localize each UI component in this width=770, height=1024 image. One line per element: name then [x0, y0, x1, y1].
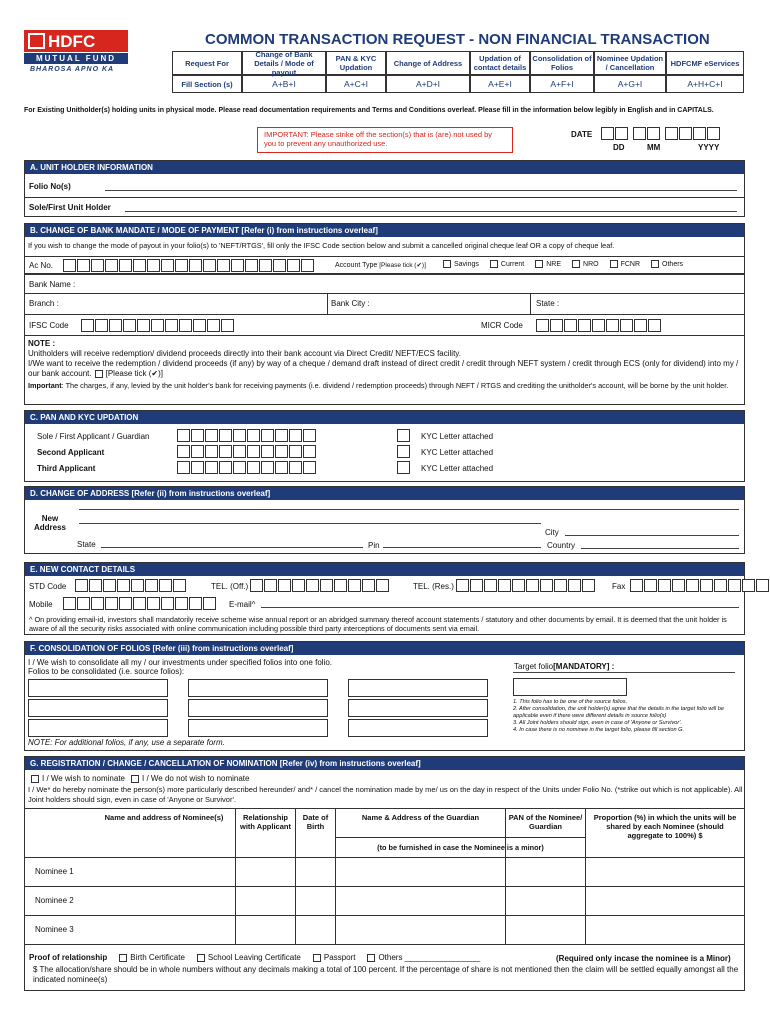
- pin-input[interactable]: [383, 547, 541, 548]
- proof-option: School Leaving Certificate: [207, 953, 301, 962]
- proof-checkbox[interactable]: [367, 954, 375, 962]
- logo-tagline: BHAROSA APNO KA: [30, 66, 115, 73]
- nominee-cell[interactable]: [505, 915, 585, 944]
- request-table: [172, 51, 746, 93]
- bank-name-label: Bank Name :: [29, 280, 76, 289]
- nominee-col-head: Name and address of Nominee(s): [104, 813, 224, 822]
- email-note: ^ On providing email-id, investors shall mandatorily receive scheme wise annual report or an abridged summary thereof account statements / statutory and other documents by email. It is deemed that the unit holder is aware of all the security risks associated with online communication including possible third party interceptions of documents sent via email.: [29, 615, 727, 633]
- wish-nominate-checkbox[interactable]: [31, 775, 39, 783]
- nominee-label: Nominee 1: [35, 867, 74, 876]
- hdfc-logo: [24, 30, 134, 80]
- target-note: 2. After consolidation, the unit holder(s) agree that the details in the target folio will be applicable even if there were different details in source folio(s): [513, 706, 724, 719]
- nominee-col-head: Date of Birth: [295, 809, 335, 857]
- kyc-checkbox[interactable]: [397, 461, 410, 474]
- request-col-head: Nominee Updation / Cancellation: [594, 51, 666, 75]
- city-input[interactable]: [565, 535, 739, 536]
- note-head: NOTE :: [28, 339, 56, 348]
- account-type-checkbox[interactable]: [651, 260, 659, 268]
- section-g-head: G. REGISTRATION / CHANGE / CANCELLATION OF NOMINATION [Refer (iv) from instructions overleaf]: [25, 757, 744, 770]
- tel-res-label: TEL. (Res.): [413, 582, 454, 591]
- pin-label: Pin: [368, 541, 380, 550]
- sole-holder-input[interactable]: [125, 211, 737, 212]
- source-folio-input[interactable]: [348, 679, 488, 697]
- state-label: State :: [536, 299, 560, 308]
- section-b-intro: If you wish to change the mode of payout in your folio(s) to 'NEFT/RTGS', fill only the IFSC Code section below and submit a cancelled original cheque leaf OR a copy of cheque leaf.: [28, 241, 615, 250]
- nominee-col-head: Name & Address of the Guardian: [335, 809, 505, 837]
- nomination-declaration: I / We* do hereby nominate the person(s) more particularly described hereunder/ and* / cancel the nomination made by me/ us on the day in respect of the Units under Folio No. (*strike out which is not applicable). All Joint holders should sign, even in case of 'Anyone or Survivor'.: [28, 785, 743, 804]
- nominee-label: Nominee 3: [35, 925, 74, 934]
- proof-checkbox[interactable]: [119, 954, 127, 962]
- request-col-head: HDFCMF eServices: [666, 51, 744, 75]
- source-folio-input[interactable]: [348, 719, 488, 737]
- section-c: [24, 410, 745, 482]
- nominee-col-head: Relationship with Applicant: [235, 809, 295, 857]
- nominee-cell[interactable]: [505, 857, 585, 886]
- target-folio-line: [513, 672, 735, 673]
- proof-option: Birth Certificate: [130, 953, 185, 962]
- account-type-option[interactable]: Savings: [440, 260, 479, 268]
- nominee-cell[interactable]: [585, 915, 744, 944]
- section-c-head: C. PAN AND KYC UPDATION: [25, 411, 744, 424]
- pan-boxes[interactable]: [177, 445, 317, 458]
- section-b-head: B. CHANGE OF BANK MANDATE / MODE OF PAYMENT [Refer (i) from instructions overleaf]: [25, 224, 744, 237]
- account-type-option[interactable]: NRO: [569, 260, 599, 268]
- tel-off-label: TEL. (Off.): [211, 582, 249, 591]
- fill-section-label: Fill Section (s): [172, 75, 242, 93]
- account-type-label: Account Type [Please tick (✔)]: [335, 262, 426, 269]
- section-f: [24, 641, 745, 751]
- request-col-fill: A+H+C+I: [666, 75, 744, 93]
- mobile-label: Mobile: [29, 600, 53, 609]
- micr-boxes[interactable]: [536, 319, 662, 332]
- source-folio-input[interactable]: [28, 679, 168, 697]
- kyc-label: KYC Letter attached: [421, 448, 494, 457]
- account-type-checkbox[interactable]: [535, 260, 543, 268]
- target-note: 4. In case there is no nominee in the target folio, please fill section G.: [513, 727, 685, 733]
- nominee-col-head: PAN of the Nominee/ Guardian: [505, 809, 585, 857]
- date-yyyy: YYYY: [698, 143, 720, 152]
- date-dd: DD: [613, 143, 625, 152]
- nominee-cell[interactable]: [235, 886, 295, 915]
- state-addr-label: State: [77, 540, 96, 549]
- target-folio-label: Target folio[MANDATORY] :: [514, 662, 615, 671]
- proof-row: Proof of relationship Birth Certificate School Leaving Certificate Passport Others _________________: [29, 953, 481, 962]
- nominee-cell[interactable]: [235, 915, 295, 944]
- request-col-head: Change of Bank Details / Mode of payout: [242, 51, 326, 75]
- sole-holder-label: Sole/First Unit Holder: [29, 203, 111, 212]
- tel-res-boxes[interactable]: [456, 579, 596, 592]
- kyc-label: KYC Letter attached: [421, 432, 494, 441]
- source-folio-input[interactable]: [28, 719, 168, 737]
- nominee-cell[interactable]: [335, 886, 505, 915]
- proof-option: Passport: [323, 953, 356, 962]
- proof-option: Others _________________: [378, 953, 481, 962]
- intro-text: For Existing Unitholder(s) holding units in physical mode. Please read documentation requirements and Terms and Conditions overleaf. Please fill in the information below legibly in English and in CAPITALS.: [24, 107, 714, 114]
- fax-label: Fax: [612, 582, 626, 591]
- address-line-1[interactable]: [79, 509, 739, 510]
- note-2: I/We want to receive the redemption / dividend proceeds (if any) by way of a cheque / demand draft instead of direct credit / credit through NEFT system / credit through ECS (only for dividend) into my / our bank account. [Please tick (✔)]: [28, 359, 739, 378]
- kyc-checkbox[interactable]: [397, 445, 410, 458]
- nominate-options: I / We wish to nominate I / We do not wish to nominate: [28, 774, 249, 783]
- acno-label: Ac No.: [29, 261, 54, 270]
- pan-boxes[interactable]: [177, 429, 317, 442]
- source-folios-label: Folios to be consolidated (i.e. source folios):: [28, 667, 185, 676]
- section-a: [24, 160, 745, 217]
- account-type-option[interactable]: FCNR: [607, 260, 640, 268]
- dollar-note: $ The allocation/share should be in whole numbers without any decimals making a total of 100 percent. If the percentage of share is not mentioned then the claim will be settled equally amongst all the indicated nominee(s): [33, 965, 739, 984]
- address-line-2[interactable]: [79, 523, 541, 524]
- request-col-head: Consolidation of Folios: [530, 51, 594, 75]
- request-col-fill: A+D+I: [386, 75, 470, 93]
- request-col-fill: A+C+I: [326, 75, 386, 93]
- nominee-cell[interactable]: [335, 857, 505, 886]
- request-col-head: Change of Address: [386, 51, 470, 75]
- nominee-col-head: Proportion (%) in which the units will be shared by each Nominee (should aggregate to 100%) $: [585, 809, 744, 857]
- guardian-note: (to be furnished in case the Nominee is a minor): [335, 837, 585, 857]
- date-boxes[interactable]: [601, 127, 721, 140]
- logo-brand: HDFC: [48, 32, 96, 51]
- source-folio-input[interactable]: [28, 699, 168, 717]
- std-label: STD Code: [29, 582, 67, 591]
- nominee-cell[interactable]: [585, 886, 744, 915]
- proof-checkbox[interactable]: [313, 954, 321, 962]
- target-folio-input[interactable]: [513, 678, 627, 696]
- nominee-label: Nominee 2: [35, 896, 74, 905]
- not-nominate-checkbox[interactable]: [131, 775, 139, 783]
- acno-boxes[interactable]: [63, 259, 315, 272]
- mobile-boxes[interactable]: [63, 597, 217, 610]
- pan-applicant-label: Sole / First Applicant / Guardian: [37, 432, 150, 441]
- date-mm: MM: [647, 143, 661, 152]
- nominee-cell[interactable]: [235, 857, 295, 886]
- additional-folios-note: NOTE: For additional folios, if any, use a separate form.: [28, 738, 225, 747]
- pan-applicant-label: Second Applicant: [37, 448, 105, 457]
- target-note: 1. This folio has to be one of the source folios.: [513, 699, 628, 705]
- bank-city-label: Bank City :: [331, 299, 370, 308]
- nominee-cell[interactable]: [335, 915, 505, 944]
- nominee-cell[interactable]: [295, 857, 335, 886]
- city-label: City: [545, 528, 559, 537]
- logo-sub: MUTUAL FUND: [24, 53, 128, 64]
- section-f-head: F. CONSOLIDATION OF FOLIOS [Refer (iii) from instructions overleaf]: [25, 642, 744, 655]
- request-col-fill: A+B+I: [242, 75, 326, 93]
- important-box: IMPORTANT: Please strike off the section(s) that is (are) not used by you to prevent any unauthorized use.: [257, 127, 513, 153]
- account-type-option[interactable]: Current: [487, 260, 524, 268]
- account-type-checkbox[interactable]: [572, 260, 580, 268]
- section-e-head: E. NEW CONTACT DETAILS: [25, 563, 744, 576]
- source-folio-input[interactable]: [188, 719, 328, 737]
- request-col-fill: A+F+I: [530, 75, 594, 93]
- proof-checkbox[interactable]: [197, 954, 205, 962]
- source-folio-input[interactable]: [188, 679, 328, 697]
- request-col-head: PAN & KYC Updation: [326, 51, 386, 75]
- account-type-checkbox[interactable]: [490, 260, 498, 268]
- country-input[interactable]: [581, 548, 739, 549]
- pan-boxes[interactable]: [177, 461, 317, 474]
- account-type-checkbox[interactable]: [610, 260, 618, 268]
- micr-label: MICR Code: [481, 321, 523, 330]
- fax-boxes[interactable]: [630, 579, 770, 592]
- source-folio-input[interactable]: [348, 699, 488, 717]
- consolidate-intro: I / We wish to consolidate all my / our investments under specified folios into one folio.: [28, 658, 333, 667]
- account-type-option[interactable]: Others: [648, 260, 683, 268]
- note-1: Unitholders will receive redemption/ dividend proceeds directly into their bank account via Direct Credit/ NEFT/ECS facility.: [28, 349, 461, 358]
- request-col-fill: A+G+I: [594, 75, 666, 93]
- tel-off-boxes[interactable]: [250, 579, 390, 592]
- cheque-option-checkbox[interactable]: [95, 370, 103, 378]
- section-e: [24, 562, 745, 635]
- target-note: 3. All Joint holders should sign, even in case of 'Anyone or Survivor'.: [513, 720, 682, 726]
- pan-applicant-label: Third Applicant: [37, 464, 96, 473]
- request-col-head: Updation of contact details: [470, 51, 530, 75]
- section-g: [24, 756, 745, 991]
- kyc-checkbox[interactable]: [397, 429, 410, 442]
- request-col-fill: A+E+I: [470, 75, 530, 93]
- nominee-cell[interactable]: [585, 857, 744, 886]
- folio-label: Folio No(s): [29, 182, 71, 191]
- source-folio-input[interactable]: [188, 699, 328, 717]
- section-d-head: D. CHANGE OF ADDRESS [Refer (ii) from instructions overleaf]: [25, 487, 744, 500]
- new-address-label: New Address: [33, 514, 66, 532]
- request-for-label: Request For: [172, 51, 242, 75]
- section-a-head: A. UNIT HOLDER INFORMATION: [25, 161, 744, 174]
- email-input[interactable]: [261, 607, 739, 608]
- ifsc-boxes[interactable]: [81, 319, 235, 332]
- std-boxes[interactable]: [75, 579, 187, 592]
- section-d: [24, 486, 745, 554]
- page-title: COMMON TRANSACTION REQUEST - NON FINANCIAL TRANSACTION: [205, 31, 710, 48]
- folio-input[interactable]: [105, 190, 737, 191]
- country-label: Country: [547, 541, 576, 550]
- nominee-cell[interactable]: [505, 886, 585, 915]
- minor-note: (Required only incase the nominee is a Minor): [556, 954, 731, 963]
- ifsc-label: IFSC Code: [29, 321, 69, 330]
- state-input[interactable]: [101, 547, 363, 548]
- nominee-cell[interactable]: [295, 915, 335, 944]
- date-label: DATE: [571, 130, 593, 139]
- branch-label: Branch :: [29, 299, 59, 308]
- account-type-checkbox[interactable]: [443, 260, 451, 268]
- email-label: E-mail^: [229, 600, 256, 609]
- nominee-cell[interactable]: [295, 886, 335, 915]
- account-type-option[interactable]: NRE: [532, 260, 561, 268]
- important-note: Important: The charges, if any, levied by the unit holder's bank for receiving payments (i.e. dividend / redemption proceeds) through NEFT / RTGS and crediting the unitholder's account, will be borne by the unit holder.: [28, 381, 729, 390]
- section-b: [24, 223, 745, 405]
- kyc-label: KYC Letter attached: [421, 464, 494, 473]
